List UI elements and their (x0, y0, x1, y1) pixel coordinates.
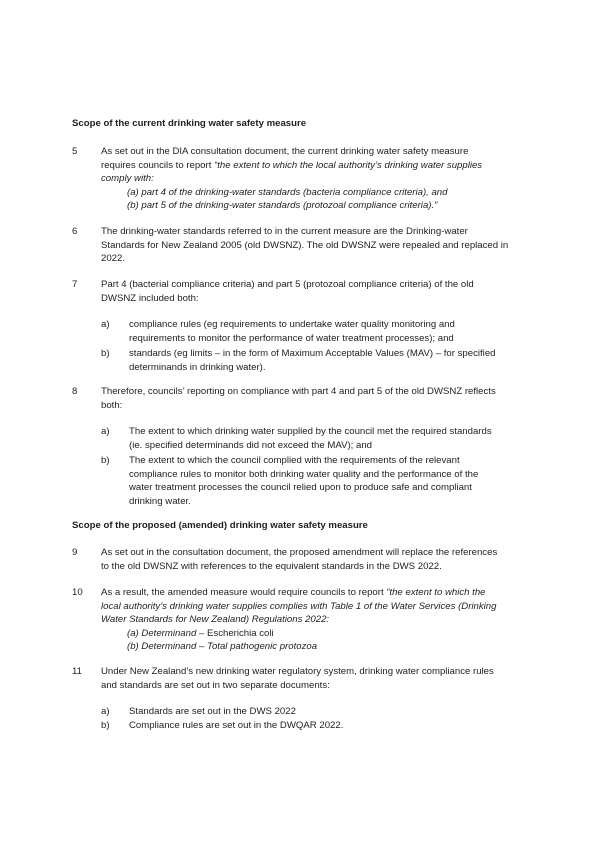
paragraph-line: (a) part 4 of the drinking-water standards (bacteria compliance criteria), and (127, 186, 448, 198)
paragraph-line: comply with: (101, 173, 154, 184)
paragraph-number: 8 (72, 386, 78, 397)
paragraph-line: Part 4 (bacterial compliance criteria) and part 5 (protozoal compliance criteria) of the old (101, 279, 474, 290)
paragraph-line: Standards for New Zealand 2005 (old DWSNZ). The old DWSNZ were repealed and replaced in (101, 239, 509, 251)
paragraph-line (127, 627, 274, 641)
list-line: The extent to which drinking water supplied by the council met the required standards (129, 426, 492, 437)
paragraph-line (101, 586, 486, 600)
paragraph-line (101, 159, 482, 173)
paragraph-line: 2022. (101, 253, 126, 264)
quote-text: “the extent to which the (386, 587, 486, 598)
paragraph-line: The drinking-water standards referred to in the current measure are the Drinking-water (101, 226, 468, 237)
list-line: determinands in drinking water). (129, 361, 266, 373)
paragraph-line: Water Standards for New Zealand) Regulations 2022: (101, 614, 330, 625)
list-label: a) (101, 319, 110, 330)
line-text: As a result, the amended measure would require councils to report (101, 587, 387, 598)
list-line: compliance rules to monitor both drinking water quality and the performance of the (129, 468, 479, 480)
paragraph-line: (b) part 5 of the drinking-water standards (protozoal compliance criteria).” (127, 200, 438, 211)
list-label: a) (101, 426, 110, 437)
list-line: (ie. specified determinands did not exceed the MAV); and (129, 439, 373, 451)
line-text: requires councils to report (101, 159, 215, 171)
list-label: b) (101, 348, 110, 359)
paragraph-number: 10 (72, 587, 83, 598)
paragraph-line: (b) Determinand – Total pathogenic protozoa (127, 641, 318, 652)
list-line: Compliance rules are set out in the DWQAR 2022. (129, 720, 344, 731)
paragraph-line: and standards are set out in two separate documents: (101, 679, 330, 691)
paragraph-line: As set out in the consultation document, the proposed amendment will replace the references (101, 547, 498, 558)
section-heading: Scope of the proposed (amended) drinking water safety measure (72, 520, 368, 531)
paragraph-number: 5 (72, 146, 78, 157)
list-line: standards (eg limits – in the form of Maximum Acceptable Values (MAV) – for specified (129, 348, 496, 359)
paragraph-number: 9 (72, 547, 78, 558)
paragraph-line: Under New Zealand’s new drinking water regulatory system, drinking water compliance rules (101, 666, 494, 677)
list-line: water treatment processes the council relied upon to produce safe and compliant (129, 482, 472, 493)
paragraph-line: Therefore, councils’ reporting on compliance with part 4 and part 5 of the old DWSNZ reflects (101, 386, 496, 397)
paragraph-line: As set out in the DIA consultation document, the current drinking water safety measure (101, 146, 469, 157)
paragraph-number: 7 (72, 279, 78, 290)
paragraph-number: 6 (72, 226, 78, 237)
line-text: – Escherichia coli (196, 627, 274, 639)
list-line: The extent to which the council complied with the requirements of the relevant (129, 455, 460, 466)
list-line: compliance rules (eg requirements to undertake water quality monitoring and (129, 319, 455, 330)
paragraph-line: local authority’s drinking water supplies complies with Table 1 of the Water Services (Drinking (101, 600, 497, 612)
paragraph-number: 11 (72, 666, 82, 677)
paragraph-line: DWSNZ included both: (101, 292, 199, 304)
list-label: b) (101, 720, 110, 731)
line-text: (a) Determinand (127, 627, 197, 639)
paragraph-line: to the old DWSNZ with references to the equivalent standards in the DWS 2022. (101, 560, 442, 572)
list-line: requirements to monitor the performance of water treatment processes); and (129, 332, 454, 344)
section-heading: Scope of the current drinking water safety measure (72, 118, 307, 129)
paragraph-line: both: (101, 399, 123, 411)
list-label: b) (101, 455, 110, 466)
list-label: a) (101, 706, 110, 717)
quote-text: “the extent to which the local authority’s drinking water supplies (214, 159, 483, 171)
list-line: drinking water. (129, 495, 191, 507)
list-line: Standards are set out in the DWS 2022 (129, 706, 296, 717)
